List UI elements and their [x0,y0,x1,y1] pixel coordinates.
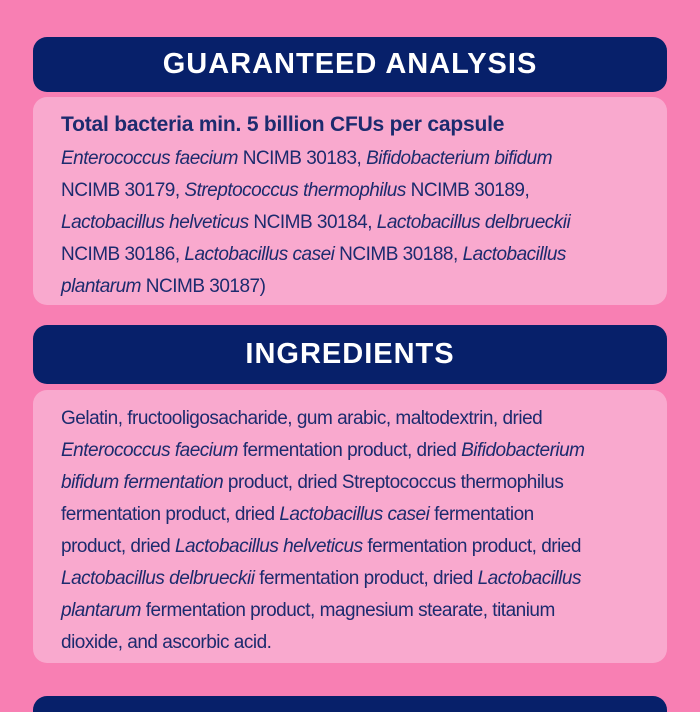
total-bacteria-statement: Total bacteria min. 5 billion CFUs per capsule [61,113,505,136]
guaranteed-analysis-header-bar [33,37,667,92]
guaranteed-analysis-panel [33,97,667,305]
text-line: Lactobacillus delbrueckii fermentation product, dried Lactobacillus [61,568,581,589]
text-line: NCIMB 30186, Lactobacillus casei NCIMB 30188, Lactobacillus [61,244,566,265]
next-section-header-bar-cutoff [33,696,667,712]
strain-list [61,143,639,303]
ingredients-header-bar [33,325,667,384]
text-line: bifidum fermentation product, dried Streptococcus thermophilus [61,472,564,493]
ingredients-title: INGREDIENTS [245,338,455,370]
text-line: Enterococcus faecium NCIMB 30183, Bifidobacterium bifidum [61,148,553,169]
text-line: Enterococcus faecium fermentation product, dried Bifidobacterium [61,440,585,461]
text-line: plantarum NCIMB 30187) [61,276,266,297]
text-line: Gelatin, fructooligosacharide, gum arabic, maltodextrin, dried [61,408,543,429]
guaranteed-analysis-title: GUARANTEED ANALYSIS [162,48,538,80]
text-line: fermentation product, dried Lactobacillus casei fermentation [61,504,534,525]
text-line: NCIMB 30179, Streptococcus thermophilus NCIMB 30189, [61,180,530,201]
ingredients-list [61,403,639,659]
ingredients-panel [33,390,667,663]
text-line: product, dried Lactobacillus helveticus fermentation product, dried [61,536,581,557]
text-line: Lactobacillus helveticus NCIMB 30184, Lactobacillus delbrueckii [61,212,571,233]
text-line: plantarum fermentation product, magnesium stearate, titanium [61,600,555,621]
text-line: dioxide, and ascorbic acid. [61,632,272,653]
